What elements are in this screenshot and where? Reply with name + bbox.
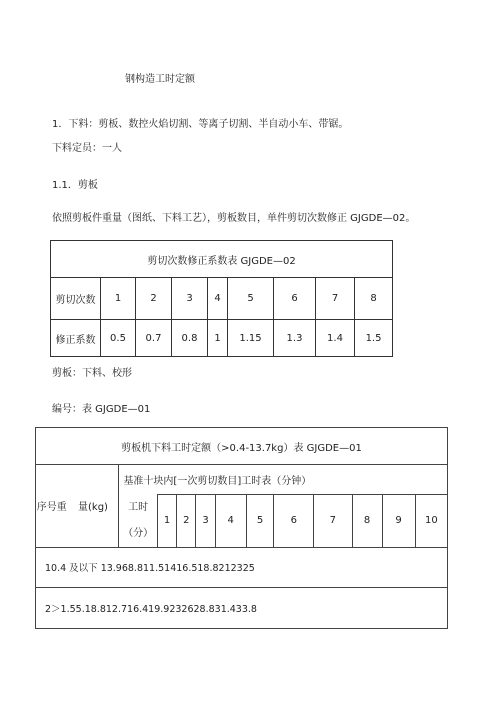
- shearing-note: 剪板：下料、校形: [52, 368, 132, 379]
- table2-cut-header: 8: [352, 495, 382, 548]
- table2-row-1: 10.4 及以下 13.968.811.51416.518.8212325: [36, 547, 448, 587]
- code-line: 编号：表 GJGDE—01: [52, 404, 151, 415]
- table1-cell: 5: [228, 278, 274, 320]
- table1-cell: 2: [136, 278, 172, 320]
- table1-cell: 1.5: [355, 320, 393, 357]
- table1-cell: 1.4: [316, 320, 355, 357]
- table2-cut-header: 5: [246, 495, 274, 548]
- table2-cut-header: 6: [274, 495, 314, 548]
- table2-cut-header: 2: [177, 495, 196, 548]
- section-1-1-heading: 1.1．剪板: [52, 180, 98, 191]
- correction-factor-table: [50, 240, 393, 357]
- doc-title: 钢构造工时定额: [125, 74, 195, 85]
- table1-cell: 0.7: [136, 320, 172, 357]
- table2-cut-header: 1: [157, 495, 176, 548]
- table2-title: 剪板机下料工时定额（>0.4-13.7kg）表 GJGDE—01: [36, 428, 448, 465]
- shear-hours-table: [35, 427, 448, 629]
- table1-cell: 8: [355, 278, 393, 320]
- table1-cell: 4: [208, 278, 228, 320]
- table2-col-base: 基准十块内[一次剪切数目]工时表（分钟）: [119, 465, 448, 495]
- table1-cell: 3: [172, 278, 208, 320]
- intro-paragraph: 依照剪板件重量（图纸、下料工艺），剪板数目，单件剪切次数修正 GJGDE—02。: [52, 213, 416, 224]
- table1-cell: 7: [316, 278, 355, 320]
- table2-cut-header: 10: [415, 495, 447, 548]
- table2-cut-header: 4: [215, 495, 246, 548]
- table1-cell: 1.3: [274, 320, 316, 357]
- table1-cell: 0.5: [101, 320, 136, 357]
- table1-title: 剪切次数修正系数表 GJGDE—02: [51, 241, 393, 278]
- table2-cut-header: 9: [382, 495, 415, 548]
- table1-cell: 1: [208, 320, 228, 357]
- section-1-heading: 1．下料：剪板、数控火焰切割、等离子切割、半自动小车、带锯。: [52, 119, 349, 130]
- table2-col-seq: 序号重: [36, 465, 68, 548]
- table1-cell: 1.15: [228, 320, 274, 357]
- table1-cell: 6: [274, 278, 316, 320]
- table1-cell: 0.8: [172, 320, 208, 357]
- table1-cell: 1: [101, 278, 136, 320]
- table2-cut-header: 7: [314, 495, 353, 548]
- staffing-line: 下料定员：一人: [52, 143, 122, 154]
- table2-col-weight: 量(kg): [68, 465, 119, 548]
- table2-col-hours: 工时 （分）: [119, 495, 158, 548]
- table2-row-2: 2＞1.55.18.812.716.419.9232628.831.433.8: [36, 587, 448, 628]
- table1-row-label-factor: 修正系数: [51, 320, 101, 357]
- table2-cut-header: 3: [196, 495, 215, 548]
- table1-row-label-cuts: 剪切次数: [51, 278, 101, 320]
